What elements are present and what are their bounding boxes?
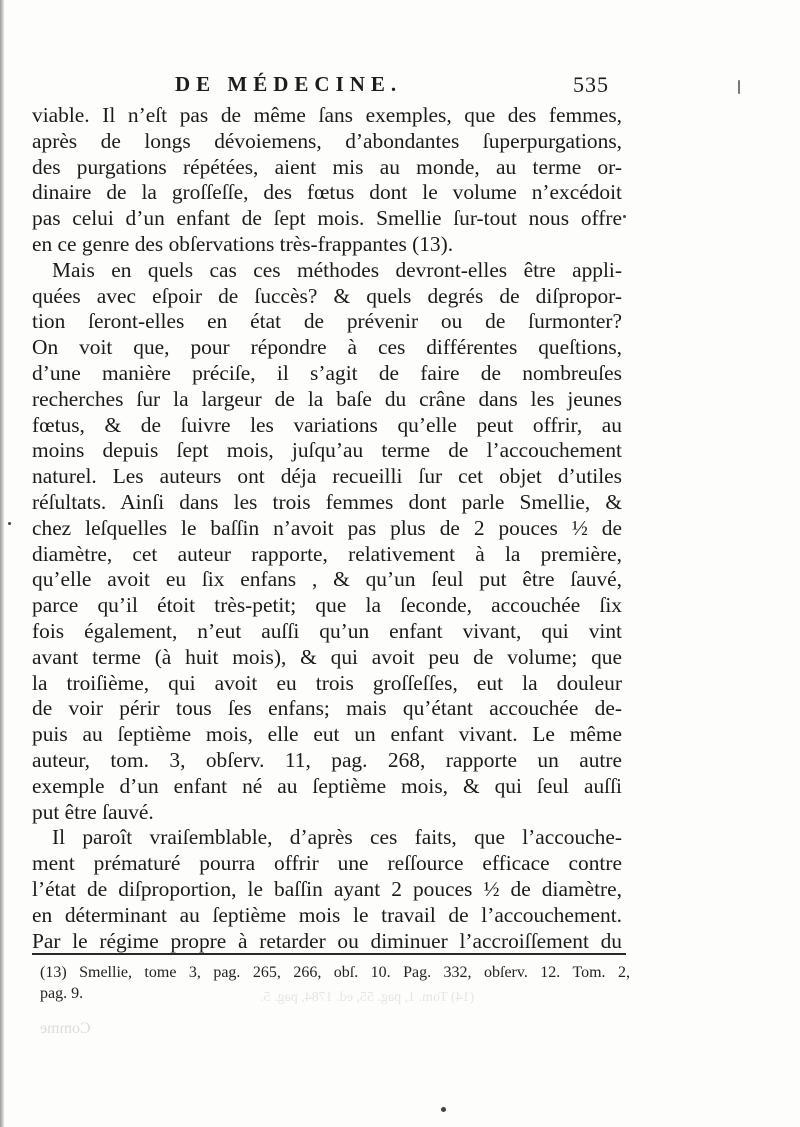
text-line: après de longs dévoiemens, d’abondantes ſuperpurgations, (32, 128, 622, 153)
text-line: exemple d’un enfant né au ſeptième mois, & qui ſeul auſſi (32, 773, 622, 798)
margin-dot (623, 215, 626, 218)
text-line: parce qu’il étoit très-petit; que la ſeconde, accouchée ſix (32, 593, 622, 618)
text-line: auteur, tom. 3, obſerv. 11, pag. 268, rapporte un autre (32, 747, 622, 772)
text-line: fœtus, & de ſuivre les variations qu’elle peut offrir, au (32, 412, 622, 437)
text-line: d’une manière préciſe, il s’agit de faire de nombreuſes (32, 360, 622, 385)
text-line: fois également, n’eut auſſi qu’un enfant vivant, qui vint (32, 618, 622, 643)
show-through-catchword: Comme (40, 1020, 91, 1037)
margin-dot (8, 522, 11, 525)
text-line: viable. Il n’eſt pas de même ſans exemples, que des femmes, (32, 103, 622, 127)
text-line: en ce genre des obſervations très-frappantes (13). (32, 231, 454, 256)
text-line: chez leſquelles le baſſin n’avoit pas plus de 2 pouces ½ de (32, 515, 622, 540)
text-line: put être ſauvé. (32, 799, 154, 824)
text-line: On voit que, pour répondre à ces différentes queſtions, (32, 335, 622, 360)
text-line: qu’elle avoit eu ſix enfans , & qu’un ſeul put être ſauvé, (32, 567, 622, 592)
text-line: l’état de diſproportion, le baſſin ayant 2 pouces ½ de diamètre, (32, 876, 622, 901)
text-line: réſultats. Ainſi dans les trois femmes dont parle Smellie, & (32, 489, 622, 514)
footnote-rule (32, 953, 626, 955)
text-line: moins depuis ſept mois, juſqu’au terme de l’accouchement (32, 438, 622, 463)
text-line: Mais en quels cas ces méthodes devront-elles être appli- (52, 257, 622, 282)
footnote-line: (13) Smellie, tome 3, pag. 265, 266, obſ. 10. Pag. 332, obſerv. 12. Tom. 2, (40, 964, 630, 981)
body-text (32, 103, 622, 954)
text-line: recherches ſur la largeur de la baſe du crâne dans les jeunes (32, 386, 622, 411)
text-line: naturel. Les auteurs ont déja recueilli ſur cet objet d’utiles (32, 464, 622, 489)
text-line: puis au ſeptième mois, elle eut un enfant vivant. Le même (32, 722, 622, 747)
running-head: DE MÉDECINE. (175, 72, 403, 96)
text-line: en déterminant au ſeptième mois le travail de l’accouchement. (32, 902, 622, 927)
page-header (30, 66, 630, 102)
text-line: de voir périr tous ſes enfans; mais qu’étant accouchée de- (32, 696, 622, 721)
text-line: diamètre, cet auteur rapporte, relativement à la première, (32, 541, 622, 566)
show-through-footnote: (14) Tom. 1, pag. 55, ed. 1784, pag. 5. (260, 990, 475, 1005)
page-number: 535 (573, 72, 609, 97)
text-line: pas celui d’un enfant de ſept mois. Smellie ſur-tout nous offre (32, 206, 622, 231)
text-line: Il paroît vraiſemblable, d’après ces faits, que l’accouche- (52, 825, 622, 850)
footnote-line: pag. 9. (40, 985, 84, 1002)
text-line: avant terme (à huit mois), & qui avoit peu de volume; que (32, 644, 622, 669)
margin-mark (738, 80, 740, 94)
text-line: des purgations répétées, aient mis au monde, au terme or- (32, 154, 622, 179)
text-line: Par le régime propre à retarder ou diminuer l’accroiſſement du (32, 928, 622, 953)
margin-dot (441, 1107, 446, 1112)
text-line: ment prématuré pourra offrir une reſſource efficace contre (32, 851, 622, 876)
text-line: tion ſeront-elles en état de prévenir ou de ſurmonter? (32, 309, 622, 334)
text-line: dinaire de la groſſeſſe, des fœtus dont le volume n’excédoit (32, 180, 622, 205)
text-line: quées avec eſpoir de ſuccès? & quels degrés de diſpropor- (32, 283, 622, 308)
text-line: la troiſième, qui avoit eu trois groſſeſſes, eut la douleur (32, 670, 622, 695)
page-gutter-shadow (0, 0, 4, 1127)
